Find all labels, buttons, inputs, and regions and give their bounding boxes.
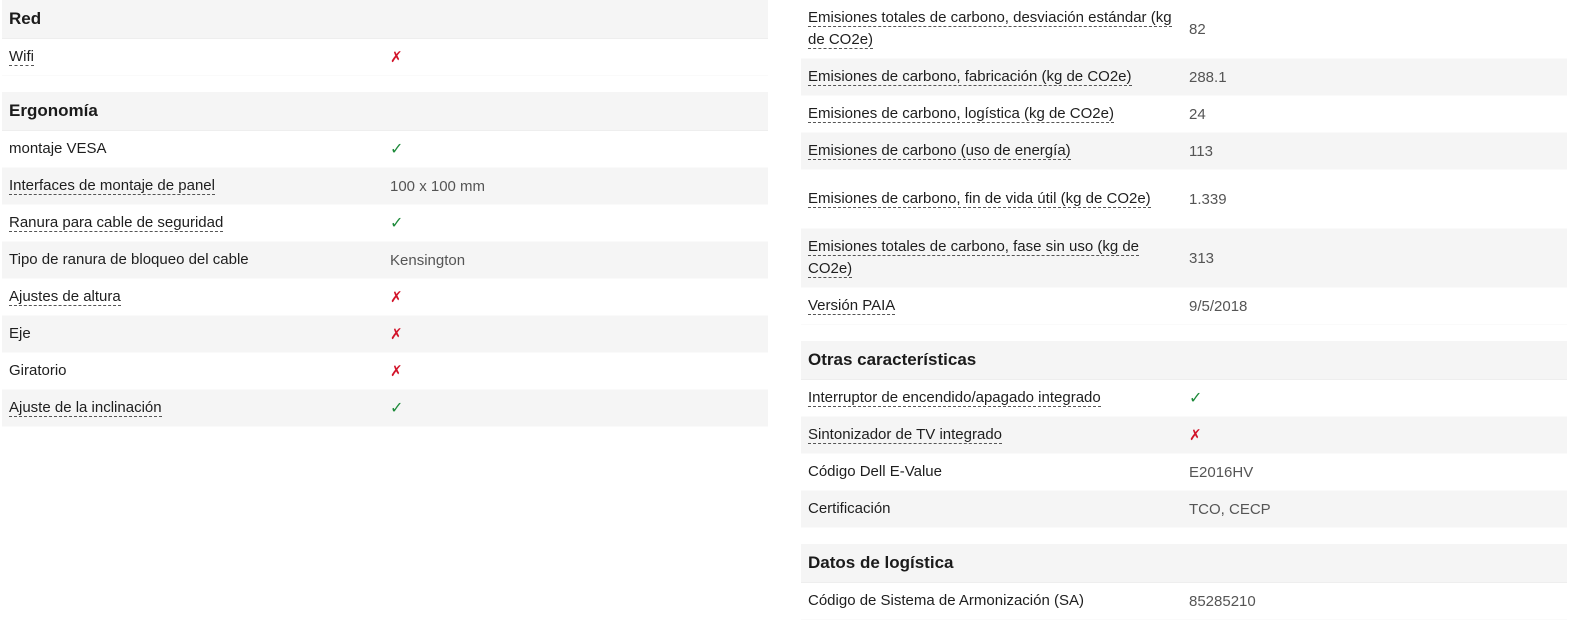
check-icon: ✓ <box>390 215 404 232</box>
spec-value-carbon-nonuse: 313 <box>1189 249 1215 267</box>
spec-row-height-adjust <box>2 279 768 316</box>
spec-label-carbon-eol[interactable]: Emisiones de carbono, fin de vida útil (kg de CO2e) <box>808 190 1151 207</box>
spec-column-left <box>2 0 768 443</box>
section-title-ergonomia: Ergonomía <box>2 92 768 131</box>
spec-label-carbon-energy[interactable]: Emisiones de carbono (uso de energía) <box>808 142 1071 159</box>
spec-value-mount-interfaces: 100 x 100 mm <box>390 177 486 195</box>
cross-icon: ✗ <box>390 363 403 380</box>
spec-row-axis <box>2 316 768 353</box>
spec-label-dell-evalue: Código Dell E-Value <box>808 463 942 480</box>
spec-label-tilt[interactable]: Ajuste de la inclinación <box>9 399 162 416</box>
spec-label-certification: Certificación <box>808 500 891 517</box>
spec-row-carbon-nonuse <box>801 229 1567 288</box>
spec-row-certification <box>801 491 1567 528</box>
spec-value-carbon-eol: 1.339 <box>1189 190 1227 208</box>
spec-value-certification: TCO, CECP <box>1189 500 1271 518</box>
section-title-otras: Otras características <box>801 341 1567 380</box>
spec-row-tilt <box>2 390 768 427</box>
spec-label-carbon-std[interactable]: Emisiones totales de carbono, desviación estándar (kg de CO2e) <box>808 9 1172 48</box>
check-icon: ✓ <box>390 400 404 417</box>
spec-label-height-adjust[interactable]: Ajustes de altura <box>9 288 121 305</box>
spec-label-vesa: montaje VESA <box>9 140 107 157</box>
spec-label-swivel: Giratorio <box>9 362 67 379</box>
spec-row-carbon-eol <box>801 170 1567 229</box>
spec-row-carbon-manufacturing <box>801 59 1567 96</box>
spec-row-paia-version <box>801 288 1567 325</box>
spec-label-carbon-logistics[interactable]: Emisiones de carbono, logística (kg de CO2e) <box>808 105 1114 122</box>
spec-value-carbon-logistics: 24 <box>1189 105 1206 123</box>
spec-row-swivel <box>2 353 768 390</box>
spec-value-carbon-manufacturing: 288.1 <box>1189 68 1227 86</box>
spec-row-wifi <box>2 39 768 76</box>
section-logistica <box>801 544 1567 620</box>
spec-value-carbon-std: 82 <box>1189 20 1206 38</box>
spec-label-hs-code: Código de Sistema de Armonización (SA) <box>808 592 1084 609</box>
spec-row-lock-type <box>2 242 768 279</box>
spec-label-security-slot[interactable]: Ranura para cable de seguridad <box>9 214 224 231</box>
spec-row-hs-code <box>801 583 1567 620</box>
spec-value-lock-type: Kensington <box>390 251 466 269</box>
spec-label-carbon-nonuse[interactable]: Emisiones totales de carbono, fase sin uso (kg de CO2e) <box>808 238 1140 277</box>
cross-icon: ✗ <box>390 289 403 306</box>
section-title-red: Red <box>2 0 768 39</box>
check-icon: ✓ <box>390 141 404 158</box>
spec-label-power-switch[interactable]: Interruptor de encendido/apagado integrado <box>808 389 1101 406</box>
spec-value-dell-evalue: E2016HV <box>1189 463 1254 481</box>
section-title-logistica: Datos de logística <box>801 544 1567 583</box>
spec-label-carbon-manufacturing[interactable]: Emisiones de carbono, fabricación (kg de CO2e) <box>808 68 1132 85</box>
spec-row-tv-tuner <box>801 417 1567 454</box>
section-carbon <box>801 0 1567 325</box>
spec-column-right <box>801 0 1567 636</box>
spec-row-mount-interfaces <box>2 168 768 205</box>
spec-label-mount-interfaces[interactable]: Interfaces de montaje de panel <box>9 177 215 194</box>
spec-row-carbon-energy <box>801 133 1567 170</box>
spec-row-vesa <box>2 131 768 168</box>
section-ergonomia <box>2 92 768 427</box>
section-red <box>2 0 768 76</box>
spec-row-dell-evalue <box>801 454 1567 491</box>
spec-value-paia-version: 9/5/2018 <box>1189 297 1248 315</box>
spec-label-paia-version[interactable]: Versión PAIA <box>808 297 896 314</box>
cross-icon: ✗ <box>390 49 403 66</box>
spec-value-carbon-energy: 113 <box>1189 142 1213 160</box>
spec-row-security-slot <box>2 205 768 242</box>
spec-row-power-switch <box>801 380 1567 417</box>
spec-label-tv-tuner[interactable]: Sintonizador de TV integrado <box>808 426 1003 443</box>
spec-row-carbon-std <box>801 0 1567 59</box>
spec-row-carbon-logistics <box>801 96 1567 133</box>
spec-label-wifi[interactable]: Wifi <box>9 48 34 65</box>
section-otras <box>801 341 1567 528</box>
spec-value-hs-code: 85285210 <box>1189 592 1256 610</box>
spec-label-axis: Eje <box>9 325 31 342</box>
spec-label-lock-type: Tipo de ranura de bloqueo del cable <box>9 251 249 268</box>
cross-icon: ✗ <box>390 326 403 343</box>
check-icon: ✓ <box>1189 390 1203 407</box>
cross-icon: ✗ <box>1189 427 1202 444</box>
